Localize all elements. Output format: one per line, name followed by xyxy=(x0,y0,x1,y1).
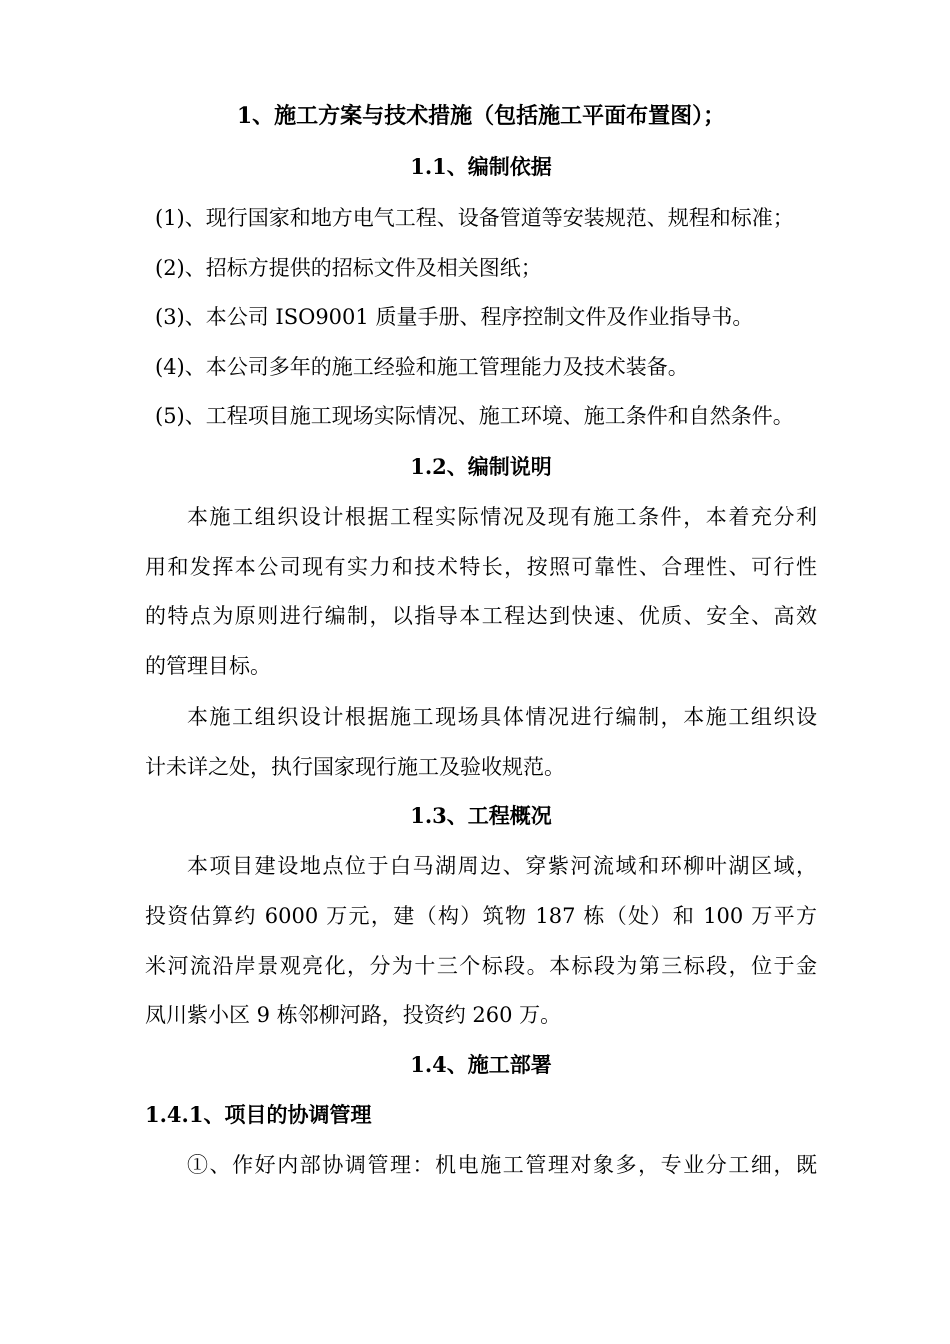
section-heading-1-3: 1.3、工程概况 xyxy=(410,803,552,828)
list-item: (1)、现行国家和地方电气工程、设备管道等安装规范、规程和标准； xyxy=(155,206,794,230)
list-item: (3)、本公司 ISO9001 质量手册、程序控制文件及作业指导书。 xyxy=(155,305,754,329)
paragraph-line: 计未详之处，执行国家现行施工及验收规范。 xyxy=(145,755,565,779)
main-heading: 1、施工方案与技术措施（包括施工平面布置图）； xyxy=(236,103,726,129)
section-heading-1-2: 1.2、编制说明 xyxy=(410,454,552,479)
paragraph-line: 本项目建设地点位于白马湖周边、穿紫河流域和环柳叶湖区域， xyxy=(187,854,817,878)
paragraph-line: 投资估算约 6000 万元，建（构）筑物 187 栋（处）和 100 万平方 xyxy=(145,904,817,928)
list-item: (5)、工程项目施工现场实际情况、施工环境、施工条件和自然条件。 xyxy=(155,404,794,428)
paragraph-line: 用和发挥本公司现有实力和技术特长，按照可靠性、合理性、可行性 xyxy=(145,555,817,579)
list-item: (2)、招标方提供的招标文件及相关图纸； xyxy=(155,256,542,280)
section-heading-1-1: 1.1、编制依据 xyxy=(410,154,552,179)
paragraph-line: ①、作好内部协调管理：机电施工管理对象多，专业分工细，既 xyxy=(187,1153,817,1177)
paragraph-line: 的特点为原则进行编制，以指导本工程达到快速、优质、安全、高效 xyxy=(145,604,817,628)
paragraph-line: 的管理目标。 xyxy=(145,654,271,678)
paragraph-line: 本施工组织设计根据工程实际情况及现有施工条件，本着充分利 xyxy=(187,505,817,529)
list-item: (4)、本公司多年的施工经验和施工管理能力及技术装备。 xyxy=(155,355,689,379)
paragraph-line: 凤川紫小区 9 栋邻柳河路，投资约 260 万。 xyxy=(145,1003,562,1027)
paragraph-line: 本施工组织设计根据施工现场具体情况进行编制，本施工组织设 xyxy=(187,705,817,729)
subsection-heading-1-4-1: 1.4.1、项目的协调管理 xyxy=(145,1102,372,1127)
section-heading-1-4: 1.4、施工部署 xyxy=(410,1052,552,1077)
paragraph-line: 米河流沿岸景观亮化，分为十三个标段。本标段为第三标段，位于金 xyxy=(145,954,817,978)
